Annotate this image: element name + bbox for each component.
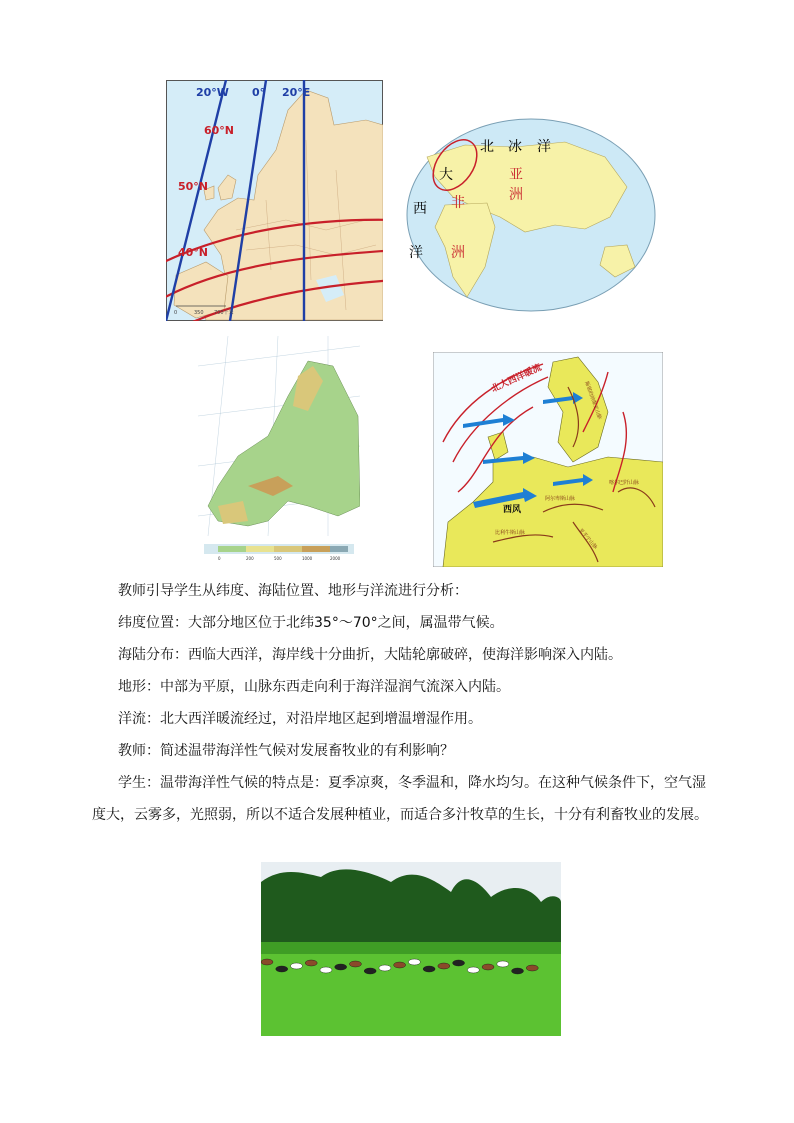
cow (423, 966, 435, 972)
label-40n: 40°N (178, 246, 209, 259)
current-westerly-map (433, 352, 663, 567)
wind-label: 西风 (503, 505, 522, 515)
label-60n: 60°N (204, 124, 235, 137)
analysis-text (118, 575, 718, 767)
cow (482, 964, 494, 970)
cow (526, 965, 538, 971)
scale-0: 0 (174, 310, 178, 316)
label-bing: 冰 (508, 140, 522, 155)
scale-700: 700千米 (214, 310, 234, 316)
grass-field (261, 942, 561, 1036)
cow (276, 966, 288, 972)
paragraph-current: 洋流：北大西洋暖流经过，对沿岸地区起到增温增湿作用。 (118, 711, 482, 727)
europe-latitude-map (166, 80, 383, 321)
label-20w: 20°W (196, 86, 229, 99)
mountain-apennines: 亚平宁山脉 (577, 527, 599, 551)
relief-map-svg (198, 336, 360, 564)
cow (408, 959, 420, 965)
mountain-carpathians: 喀尔巴阡山脉 (609, 480, 640, 486)
paragraph-terrain: 地形：中部为平原，山脉东西走向利于海洋湿润气流深入内陆。 (118, 679, 510, 695)
label-yang2: 洋 (409, 246, 423, 261)
label-xi: 西 (413, 202, 427, 217)
cow (335, 964, 347, 970)
europe-relief-map (198, 336, 360, 564)
cow (320, 967, 332, 973)
paragraph-latitude: 纬度位置：大部分地区位于北纬35°～70°之间，属温带气候。 (118, 615, 504, 631)
cow (394, 962, 406, 968)
cow (349, 961, 361, 967)
label-0: 0° (252, 86, 266, 99)
cow (364, 968, 376, 974)
cow (290, 963, 302, 969)
world-map-svg (405, 117, 658, 313)
label-yang1: 洋 (537, 140, 551, 155)
legend-2000: 2000 (330, 556, 341, 561)
cow (497, 961, 509, 967)
cow (379, 965, 391, 971)
legend-200: 200 (246, 556, 254, 561)
cow (305, 960, 317, 966)
paragraph-land-sea: 海陆分布：西临大西洋，海岸线十分曲折，大陆轮廓破碎，使海洋影响深入内陆。 (118, 647, 622, 663)
paragraph-intro: 教师引导学生从纬度、海陆位置、地形与洋流进行分析： (118, 583, 468, 599)
scale-350: 350 (194, 310, 204, 316)
world-map (405, 117, 658, 313)
label-fei: 非 (451, 196, 465, 211)
legend-500: 500 (274, 556, 282, 561)
legend-0: 0 (218, 556, 221, 561)
label-ya: 亚 (509, 168, 523, 183)
student-answer (92, 767, 712, 831)
mountain-scandinavia: 斯堪的纳维亚山脉 (583, 380, 603, 421)
paragraph-teacher-question: 教师：简述温带海洋性气候对发展畜牧业的有利影响？ (118, 743, 454, 759)
label-20e: 20°E (282, 86, 311, 99)
label-da: 大 (439, 168, 453, 183)
latitude-map-svg (166, 80, 383, 321)
label-zhou2: 洲 (451, 246, 465, 261)
cow (467, 967, 479, 973)
mountain-alps: 阿尔卑斯山脉 (545, 496, 576, 502)
pasture-photo (261, 862, 561, 1036)
label-zhou1: 洲 (509, 188, 523, 203)
current-map-svg (433, 352, 663, 567)
label-bei: 北 (480, 140, 494, 155)
legend-1000: 1000 (302, 556, 313, 561)
grass-far (261, 942, 561, 954)
paragraph-student-answer: 学生：温带海洋性气候的特点是：夏季凉爽，冬季温和，降水均匀。在这种气候条件下，空气湿度大，云雾多，光照弱，所以不适合发展种植业，而适合多汁牧草的生长，十分有利畜牧业的发展。 (92, 775, 708, 823)
label-50n: 50°N (178, 180, 209, 193)
cow (261, 959, 273, 965)
cow (512, 968, 524, 974)
pasture-svg (261, 862, 561, 1036)
cow (453, 960, 465, 966)
current-label: 北大西洋暖流 (490, 362, 544, 395)
mountain-pyrenees: 比利牛斯山脉 (495, 530, 526, 536)
cow (438, 963, 450, 969)
